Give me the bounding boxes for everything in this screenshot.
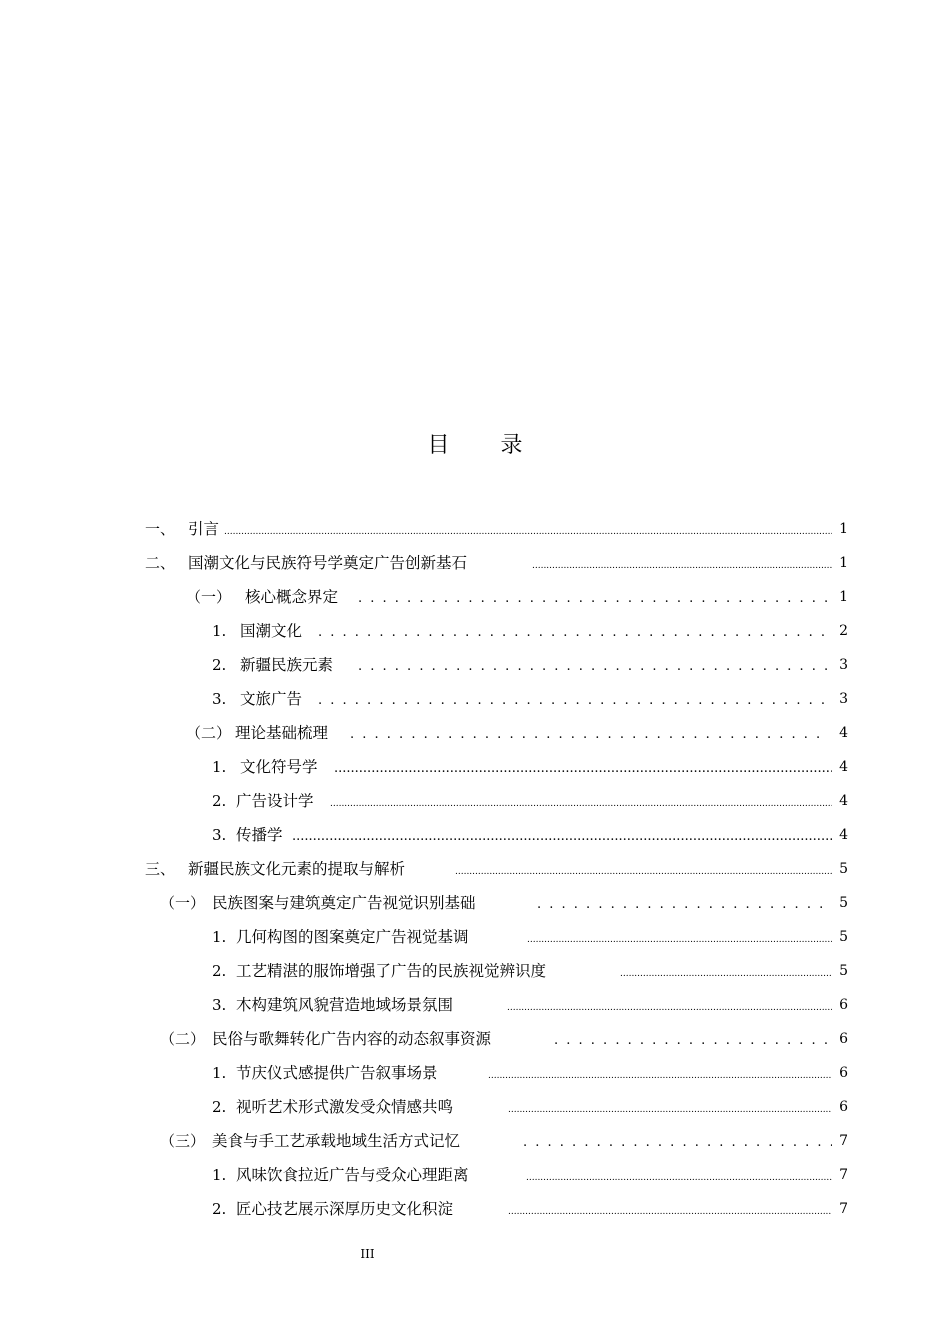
toc-number: （二） xyxy=(186,724,232,742)
toc-leader xyxy=(318,614,832,650)
toc-label: 视听艺术形式激发受众情感共鸣 xyxy=(236,1090,454,1124)
toc-number: 2. xyxy=(212,1098,227,1116)
toc-page: 7 xyxy=(839,1201,848,1217)
toc-leader xyxy=(350,716,828,752)
toc-entry[interactable] xyxy=(0,1158,950,1192)
toc-leader xyxy=(224,512,832,549)
toc-entry[interactable] xyxy=(0,886,950,920)
toc-label: 美食与手工艺承载地域生活方式记忆 xyxy=(212,1124,461,1158)
toc-leader xyxy=(527,920,832,957)
toc-number: （三） xyxy=(160,1132,206,1150)
toc-entry[interactable] xyxy=(0,1022,950,1056)
toc-label: 引言 xyxy=(188,512,220,546)
toc-entry[interactable] xyxy=(0,784,950,818)
toc-number: （一） xyxy=(160,894,206,912)
toc-page: 1 xyxy=(839,555,848,571)
toc-label: 传播学 xyxy=(236,818,284,852)
toc-leader xyxy=(318,682,828,718)
toc-page: 5 xyxy=(839,895,848,911)
toc-number: 3. xyxy=(212,826,227,844)
toc-number: 1. xyxy=(212,928,227,946)
toc-number: 1. xyxy=(212,622,227,640)
toc-number: 2. xyxy=(212,792,227,810)
toc-label: 国潮文化 xyxy=(240,614,303,648)
toc-leader xyxy=(455,852,832,889)
toc-page: 6 xyxy=(839,1099,848,1115)
toc-page: 4 xyxy=(839,827,848,843)
toc-entry[interactable] xyxy=(0,1124,950,1158)
toc-leader xyxy=(358,648,828,684)
toc-entry[interactable] xyxy=(0,512,950,546)
toc-leader xyxy=(488,1056,832,1093)
toc-number: 一、 xyxy=(145,520,176,538)
toc-number: 1. xyxy=(212,1166,227,1184)
toc-leader xyxy=(334,750,832,786)
toc-number: 3. xyxy=(212,996,227,1014)
toc-leader xyxy=(508,1192,832,1229)
toc-label: 理论基础梳理 xyxy=(235,716,329,750)
toc-label: 木构建筑风貌营造地域场景氛围 xyxy=(236,988,454,1022)
toc-label: 文旅广告 xyxy=(240,682,303,716)
toc-leader xyxy=(523,1124,832,1160)
toc-page: 7 xyxy=(839,1133,848,1149)
toc-number: 三、 xyxy=(145,860,176,878)
toc-leader xyxy=(532,546,832,583)
toc-leader xyxy=(554,1022,832,1058)
toc-entry[interactable] xyxy=(0,852,950,886)
toc-label: 国潮文化与民族符号学奠定广告创新基石 xyxy=(188,546,468,580)
toc-number: 2. xyxy=(212,656,227,674)
toc-page: 4 xyxy=(839,759,848,775)
toc-page: 3 xyxy=(839,691,848,707)
toc-title: 目 录 xyxy=(427,433,545,458)
toc-page: 6 xyxy=(839,1031,848,1047)
toc-label: 文化符号学 xyxy=(240,750,319,784)
toc-leader xyxy=(620,954,832,991)
toc-leader xyxy=(508,1090,832,1127)
toc-label: 节庆仪式感提供广告叙事场景 xyxy=(236,1056,439,1090)
toc-number: （二） xyxy=(160,1030,206,1048)
toc-page: 5 xyxy=(839,929,848,945)
toc-entry[interactable] xyxy=(0,546,950,580)
toc-entry[interactable] xyxy=(0,716,950,750)
toc-leader xyxy=(507,988,832,1025)
toc-number: 1. xyxy=(212,758,227,776)
toc-number: （一） xyxy=(186,588,232,606)
toc-label: 匠心技艺展示深厚历史文化积淀 xyxy=(236,1192,454,1226)
toc-entry[interactable] xyxy=(0,920,950,954)
toc-label: 工艺精湛的服饰增强了广告的民族视觉辨识度 xyxy=(236,954,547,988)
toc-page: 7 xyxy=(839,1167,848,1183)
toc-entry[interactable] xyxy=(0,818,950,852)
toc-entry[interactable] xyxy=(0,580,950,614)
toc-page: 6 xyxy=(839,997,848,1013)
toc-leader xyxy=(537,886,832,922)
toc-page: 1 xyxy=(839,521,848,537)
toc-page: 4 xyxy=(839,793,848,809)
toc-page: 4 xyxy=(839,725,848,741)
toc-entry[interactable] xyxy=(0,1056,950,1090)
toc-label: 核心概念界定 xyxy=(245,580,339,614)
toc-leader xyxy=(358,580,832,616)
toc-number: 2. xyxy=(212,1200,227,1218)
toc-entry[interactable] xyxy=(0,682,950,716)
toc-label: 广告设计学 xyxy=(236,784,315,818)
toc-leader xyxy=(292,818,832,854)
toc-page: 3 xyxy=(839,657,848,673)
toc-page: 2 xyxy=(839,623,848,639)
toc-leader xyxy=(526,1158,832,1195)
toc-page: 6 xyxy=(839,1065,848,1081)
toc-entry[interactable] xyxy=(0,954,950,988)
toc-label: 新疆民族元素 xyxy=(240,648,334,682)
toc-entry[interactable] xyxy=(0,1090,950,1124)
toc-page: 5 xyxy=(839,861,848,877)
toc-page: 1 xyxy=(839,589,848,605)
toc-number: 2. xyxy=(212,962,227,980)
toc-entry[interactable] xyxy=(0,750,950,784)
toc-entry[interactable] xyxy=(0,988,950,1022)
toc-entry[interactable] xyxy=(0,648,950,682)
toc-number: 二、 xyxy=(145,554,176,572)
toc-number: 3. xyxy=(212,690,227,708)
page-number-footer: III xyxy=(360,1247,375,1261)
toc-label: 民族图案与建筑奠定广告视觉识别基础 xyxy=(212,886,477,920)
toc-number: 1. xyxy=(212,1064,227,1082)
toc-label: 民俗与歌舞转化广告内容的动态叙事资源 xyxy=(212,1022,492,1056)
toc-label: 几何构图的图案奠定广告视觉基调 xyxy=(236,920,470,954)
toc-leader xyxy=(330,784,832,821)
toc-label: 新疆民族文化元素的提取与解析 xyxy=(188,852,406,886)
toc-page: 5 xyxy=(839,963,848,979)
toc-label: 风味饮食拉近广告与受众心理距离 xyxy=(236,1158,470,1192)
toc-entry[interactable] xyxy=(0,1192,950,1226)
toc-entry[interactable] xyxy=(0,614,950,648)
